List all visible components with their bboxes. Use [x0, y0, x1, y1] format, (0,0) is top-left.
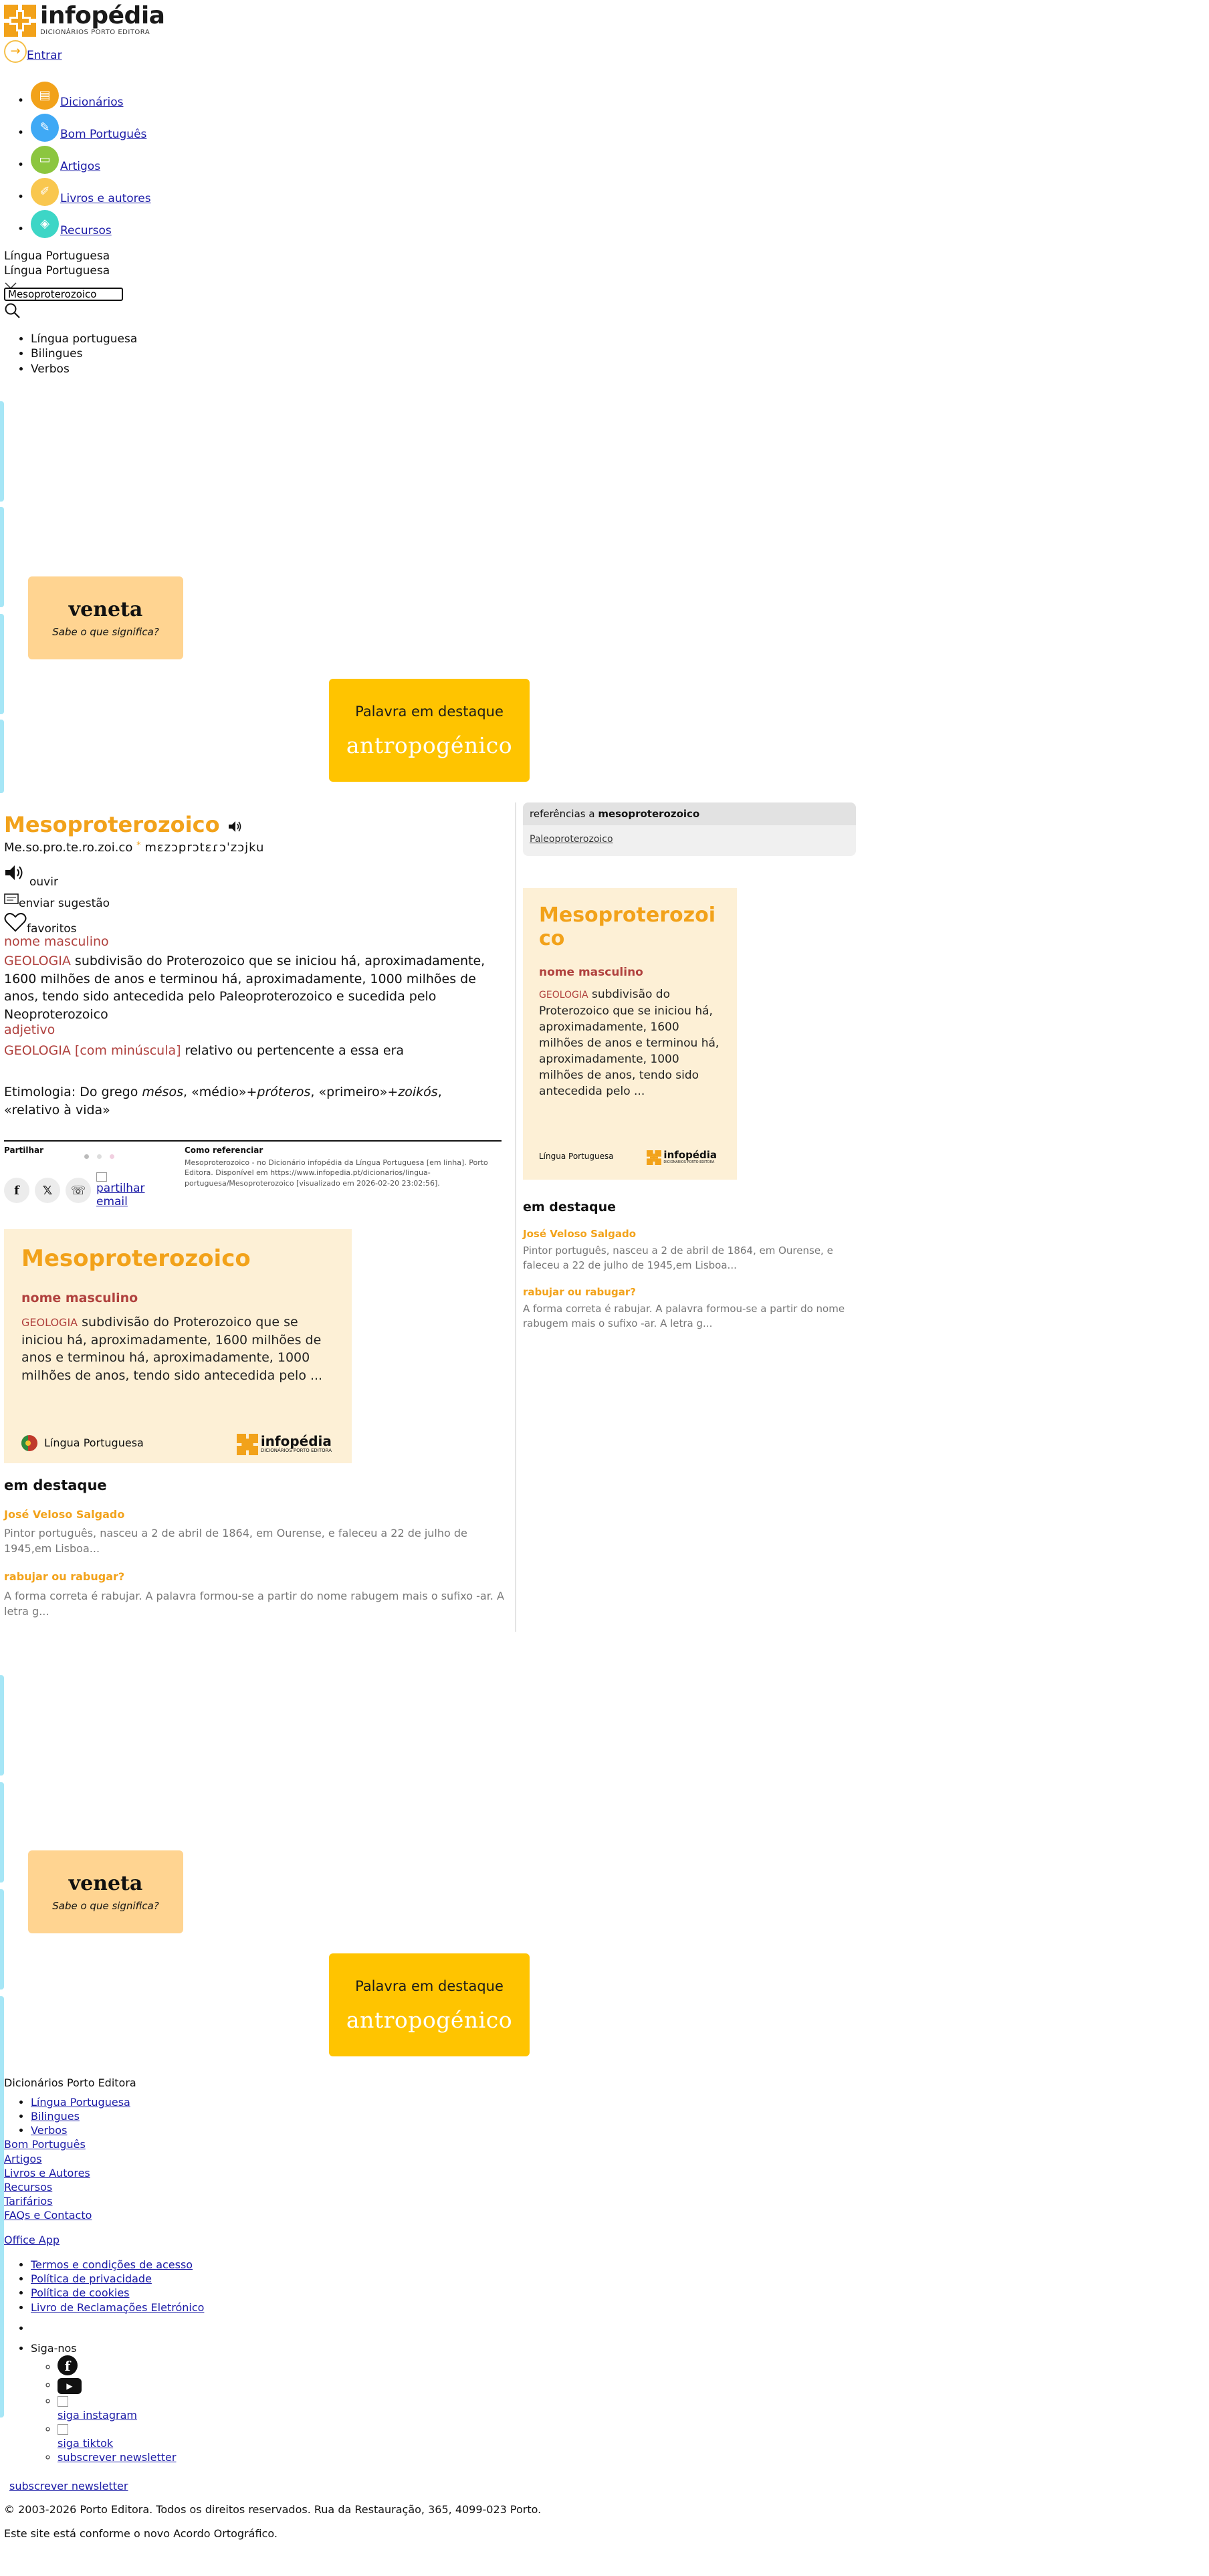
promo-question: Sabe o que significa? [52, 1899, 159, 1912]
logo-cross-icon [4, 5, 36, 37]
featured-word: antropogénico [346, 2006, 513, 2033]
section-divider [4, 1140, 502, 1142]
share-title: Partilhar [4, 1146, 44, 1155]
legal-link[interactable]: • Termos e condições de acesso [31, 2258, 193, 2272]
language-selector[interactable] [4, 249, 110, 290]
sidebar-word-card [523, 888, 737, 1180]
search-categories [4, 332, 137, 377]
tiktok-link[interactable]: ◦ siga tiktok [58, 2437, 114, 2450]
ad-strip [0, 507, 4, 607]
ad-strip [0, 1782, 4, 1883]
destaque-item-title[interactable]: rabujar ou rabugar? [4, 1570, 125, 1584]
footer-link[interactable]: • Língua Portuguesa [31, 2096, 130, 2109]
office-app-link[interactable]: Office App [4, 2234, 60, 2247]
definition-text: subdivisão do Proterozoico que se iniciou há, aproximadamente, 1600 milhões de anos e terminou há, aproximadamente, 1000 milhões de anos, tendo sido antecedida pelo Paleoproterozoico e sucedida pelo Neoproterozoico [4, 954, 485, 1022]
ad-strip [0, 1675, 4, 1776]
card-grammar: nome masculino [539, 966, 643, 979]
logo-cross-icon [647, 1150, 661, 1165]
ad-strip [0, 401, 4, 502]
suggest-label: enviar sugestão [19, 897, 110, 910]
card-language: Língua Portuguesa [539, 1152, 614, 1162]
footer-link[interactable]: Recursos [4, 2180, 53, 2193]
featured-label: Palavra em destaque [355, 704, 504, 720]
logo-subtitle: DICIONÁRIOS PORTO EDITORA [40, 29, 150, 36]
sidebar-em-destaque-title: em destaque [523, 1200, 617, 1214]
card-definition: GEOLOGIA subdivisão do Proterozoico que se iniciou há, aproximadamente, 1600 milhões de anos e terminou há, aproximadamente, 1000 milhões de anos, tendo sido antecedida pelo ... [539, 988, 720, 1099]
x-icon[interactable]: 𝕏 [35, 1178, 60, 1203]
entry-headword: Mesoproterozoico [4, 811, 242, 840]
legal-link[interactable]: • Política de privacidade [31, 2272, 152, 2286]
destaque-item-title[interactable]: José Veloso Salgado [4, 1508, 125, 1521]
ad-strip [0, 1889, 4, 1990]
footer-link[interactable]: • Verbos [31, 2124, 68, 2137]
domain-tag: GEOLOGIA [4, 954, 71, 968]
login-icon: → [4, 40, 27, 63]
instagram-link[interactable]: ◦ siga instagram [58, 2408, 137, 2422]
promo-word: veneta [68, 1872, 143, 1895]
favorites-label: favoritos [27, 922, 77, 936]
veneta-promo-card[interactable] [28, 1850, 183, 1933]
search-icon[interactable] [4, 302, 21, 324]
resources-icon: • ◈ [31, 210, 59, 238]
column-divider [515, 802, 516, 1632]
category-item[interactable]: • Bilingues [31, 346, 137, 361]
acordo-notice: Este site está conforme o novo Acordo Ortográfico. [4, 2527, 278, 2540]
listen-label: ouvir [29, 875, 58, 889]
pencil-icon: • ✐ [31, 178, 59, 206]
word-share-card [4, 1229, 352, 1463]
syllables: Me.so.pro.te.ro.zoi.co [4, 841, 133, 855]
facebook-icon[interactable]: f [58, 2355, 78, 2375]
etymology: Etimologia: Do grego mésos, «médio»+próteros, «primeiro»+zoikós, «relativo à vida» [4, 1085, 442, 1117]
sense1-grammar: nome masculino [4, 934, 109, 949]
nav-label[interactable]: Bom Português [60, 127, 147, 141]
featured-word-card[interactable] [329, 1953, 530, 2056]
card-language: Língua Portuguesa [21, 1435, 144, 1451]
footer-legal-links [4, 2258, 541, 2314]
share-email-label[interactable]: partilhar email [96, 1182, 145, 1209]
nav-label[interactable]: Recursos [60, 223, 112, 237]
footer-dict-links [4, 2095, 541, 2137]
cite-text: Mesoproterozoico - no Dicionário infopédia da Língua Portuguesa [em linha]. Porto Editora. Disponível em https://www.infopedia.pt/dicionarios/lingua-portuguesa/Mesoproterozoico [visualizado em 2026-02-20 23:02:56]. [185, 1158, 488, 1188]
card-word: Mesoproterozoico [21, 1245, 251, 1272]
speaker-icon[interactable] [227, 812, 242, 840]
destaque-item-title[interactable]: rabujar ou rabugar? [523, 1286, 636, 1299]
definition-text: relativo ou pertencente a essa era [185, 1043, 405, 1058]
share-email-link[interactable] [96, 1172, 156, 1209]
heart-icon [4, 912, 27, 936]
logo-wordmark: infopédia [40, 2, 165, 29]
footer-link[interactable]: Livros e Autores [4, 2166, 90, 2179]
main-nav [4, 78, 151, 238]
search-input[interactable] [4, 288, 123, 301]
tiktok-icon [58, 2424, 68, 2435]
promo-word: veneta [68, 598, 143, 621]
nav-item-livros[interactable] [31, 174, 151, 206]
ipa: mɛzɔprɔtɛɾɔˈzɔjku [144, 841, 265, 855]
email-icon [96, 1172, 107, 1182]
em-destaque-list [4, 1507, 506, 1619]
edit-icon: • ✎ [31, 114, 59, 142]
favorites-button[interactable] [4, 912, 77, 936]
legal-link[interactable]: • Livro de Reclamações Eletrónico [31, 2300, 205, 2314]
featured-word-card[interactable] [329, 679, 530, 782]
suggestion-icon [4, 893, 19, 911]
nav-label[interactable]: Artigos [60, 159, 101, 173]
sense2-definition [4, 1042, 506, 1060]
category-item[interactable]: • Verbos [31, 362, 137, 377]
nav-label[interactable]: Dicionários [60, 95, 124, 109]
whatsapp-icon[interactable]: ☏ [66, 1178, 91, 1203]
youtube-icon[interactable]: ▶ [58, 2378, 82, 2394]
references-header: referências a mesoproterozoico [523, 802, 856, 825]
pronunciation [4, 840, 264, 856]
copyright: © 2003-2026 Porto Editora. Todos os direitos reservados. Rua da Restauração, 365, 4099-023 Porto. [4, 2503, 542, 2516]
login-label[interactable]: Entrar [27, 48, 62, 62]
nav-item-artigos[interactable] [31, 142, 151, 174]
ad-strip [0, 720, 4, 793]
footer-link[interactable]: • Bilingues [31, 2110, 80, 2123]
nav-item-dicionarios[interactable] [31, 78, 151, 110]
domain-tag: GEOLOGIA [com minúscula] [4, 1043, 181, 1058]
footer-link[interactable]: FAQs e Contacto [4, 2208, 92, 2222]
ipa-marker-icon: * [136, 841, 141, 851]
language-current: Língua Portuguesa [4, 249, 110, 263]
cite-title: Como referenciar [185, 1146, 263, 1155]
carousel-dots [84, 1154, 114, 1159]
destaque-item-text: A forma correta é rabujar. A palavra formou-se a partir do nome rabugem mais o sufixo -ar. A letra g... [4, 1589, 504, 1618]
suggest-button[interactable] [4, 893, 110, 911]
card-word: Mesoproterozoi co [539, 903, 716, 950]
category-item[interactable]: • Língua portuguesa [31, 332, 137, 346]
document-icon: • ▭ [31, 146, 59, 174]
empty-list-item [31, 2321, 541, 2337]
footer-link[interactable]: Tarifários [4, 2194, 53, 2208]
featured-word: antropogénico [346, 732, 513, 758]
logo-cross-icon [237, 1434, 258, 1455]
card-grammar: nome masculino [21, 1290, 138, 1305]
card-definition: GEOLOGIA subdivisão do Proterozoico que se iniciou há, aproximadamente, 1600 milhões de anos e terminou há, aproximadamente, 1000 milhões de anos, tendo sido antecedida pelo ... [21, 1314, 323, 1383]
destaque-item-text: Pintor português, nasceu a 2 de abril de 1864, em Ourense, e faleceu a 22 de julho de 1945,em Lisboa... [523, 1244, 833, 1271]
nav-label[interactable]: Livros e autores [60, 191, 151, 205]
language-option[interactable]: Língua Portuguesa [4, 264, 110, 278]
newsletter-button[interactable]: subscrever newsletter [9, 2480, 128, 2493]
footer-link[interactable]: Bom Português [4, 2138, 86, 2151]
listen-button[interactable] [4, 864, 58, 889]
promo-question: Sabe o que significa? [52, 625, 159, 638]
follow-label: • Siga-nos [31, 2341, 77, 2355]
share-buttons [4, 1172, 156, 1209]
site-logo[interactable] [4, 4, 164, 37]
footer-brand: Dicionários Porto Editora [4, 2076, 136, 2089]
sidebar-em-destaque-list [523, 1228, 857, 1331]
newsletter-link[interactable]: subscrever newsletter [58, 2451, 177, 2464]
card-brand-logo: infopédia DICIONÁRIOS PORTO EDITORA [237, 1434, 332, 1455]
card-brand-logo: infopédia DICIONÁRIOS PORTO EDITORA [647, 1150, 717, 1165]
sense2-grammar: adjetivo [4, 1023, 56, 1037]
em-destaque-title: em destaque [4, 1477, 107, 1493]
veneta-promo-card[interactable] [28, 576, 183, 659]
reference-link[interactable]: Paleoproterozoico [530, 834, 613, 845]
facebook-icon[interactable]: f [4, 1178, 29, 1203]
portugal-flag-icon [21, 1435, 37, 1451]
nav-item-recursos[interactable] [31, 206, 151, 238]
login-link[interactable] [4, 40, 62, 63]
footer-link[interactable]: Artigos [4, 2152, 42, 2165]
book-icon: • ▤ [31, 82, 59, 110]
ad-strip [0, 614, 4, 714]
sense1-definition [4, 952, 506, 1023]
footer-social [4, 2321, 541, 2465]
legal-link[interactable]: • Política de cookies [31, 2286, 130, 2300]
footer [4, 2076, 541, 2541]
destaque-item-text: Pintor português, nasceu a 2 de abril de 1864, em Ourense, e faleceu a 22 de julho de 1945,em Lisboa... [4, 1527, 467, 1555]
nav-item-bom-portugues[interactable] [31, 110, 151, 142]
references-box [523, 802, 856, 856]
featured-label: Palavra em destaque [355, 1978, 504, 1994]
instagram-icon [58, 2396, 68, 2407]
destaque-item-title[interactable]: José Veloso Salgado [523, 1228, 637, 1240]
destaque-item-text: A forma correta é rabujar. A palavra formou-se a partir do nome rabugem mais o sufixo -ar. A letra g... [523, 1303, 845, 1329]
